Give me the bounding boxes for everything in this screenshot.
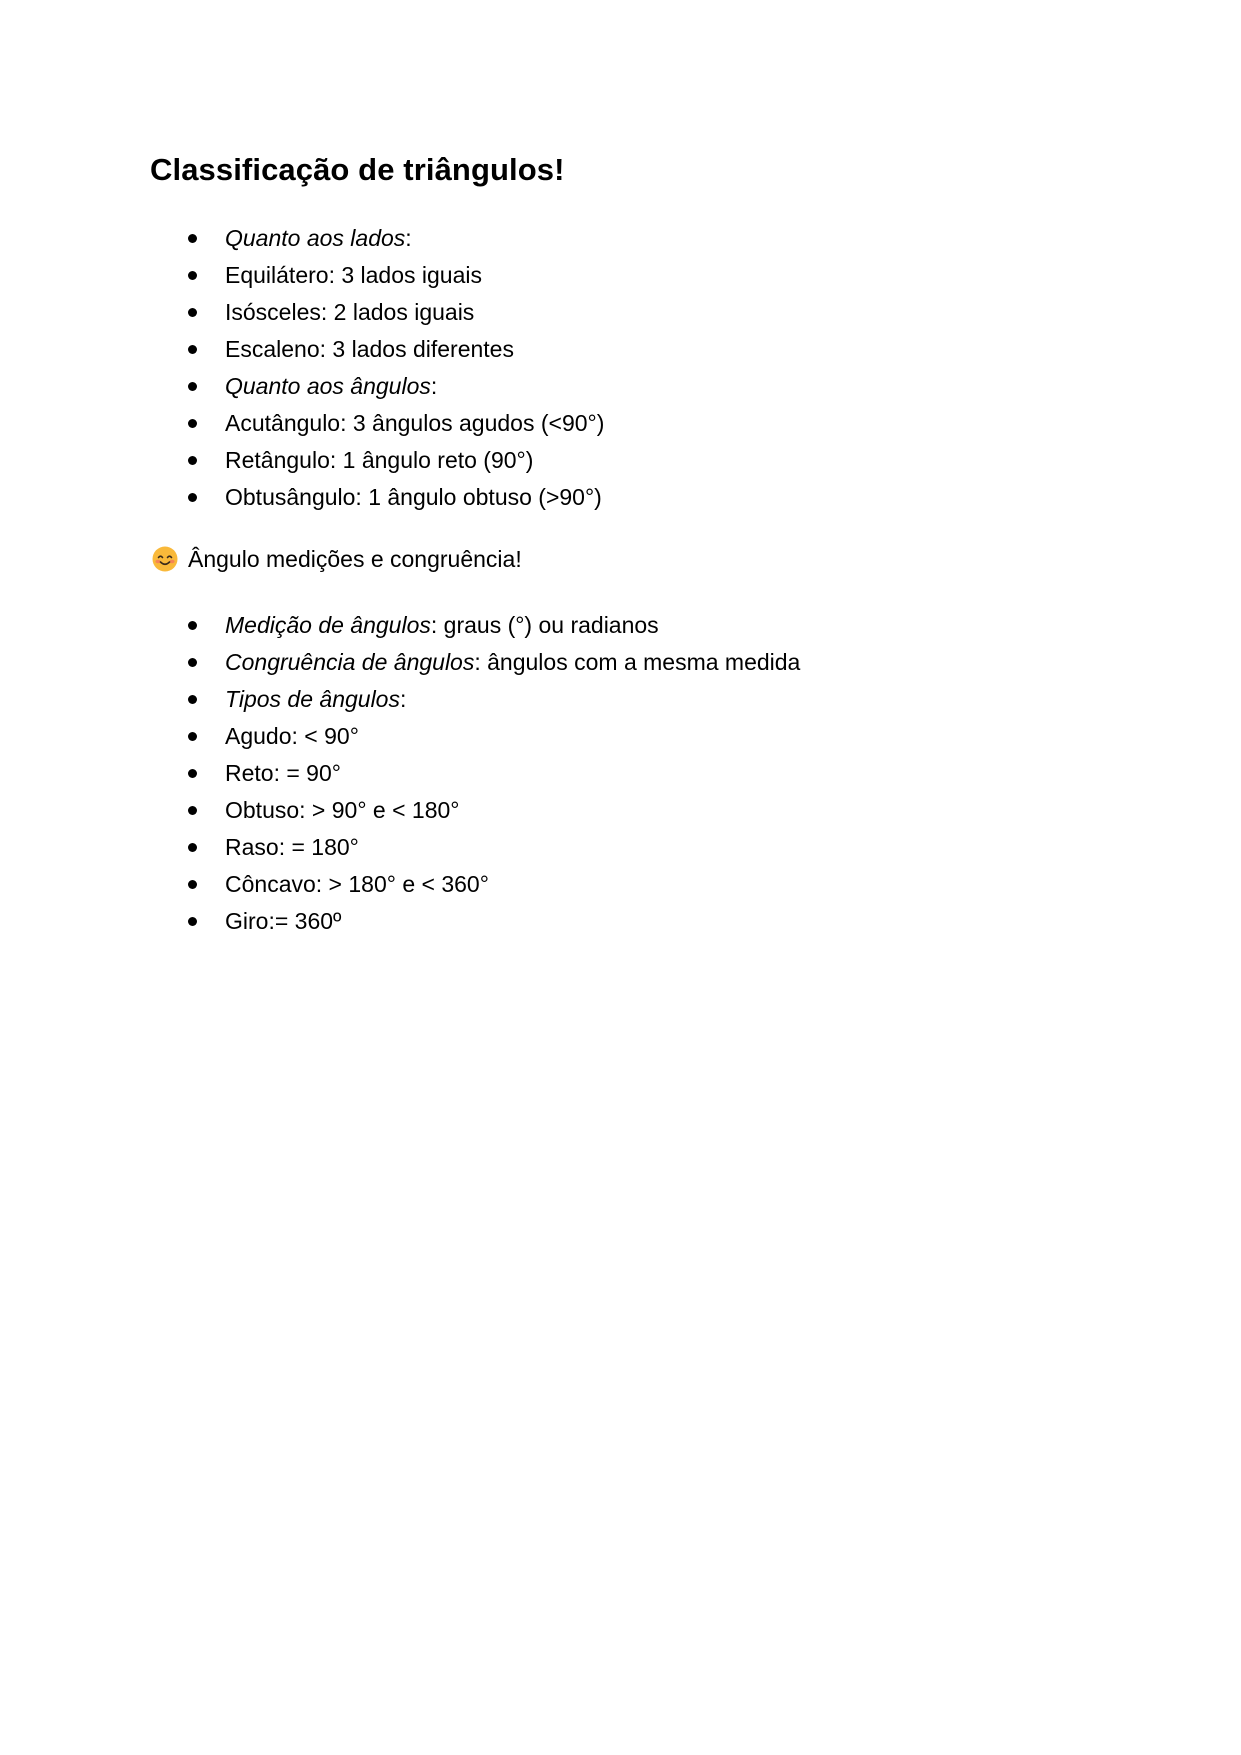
list-item-text: : — [399, 686, 407, 712]
list-item-text: Raso: = 180° — [225, 834, 359, 860]
bullet-icon — [188, 419, 197, 428]
list-item — [188, 607, 800, 644]
bullet-icon — [188, 234, 197, 243]
list-item — [188, 903, 800, 940]
list-item-text: Obtuso: > 90° e < 180° — [225, 797, 460, 823]
bullet-icon — [188, 658, 197, 667]
list-item-emphasis: Quanto aos ângulos — [225, 373, 431, 399]
bullet-icon — [188, 769, 197, 778]
document-title: Classificação de triângulos! — [150, 152, 565, 187]
smiling-face-emoji-icon — [152, 546, 178, 572]
subheading — [152, 542, 522, 576]
list-item-text: Côncavo: > 180° e < 360° — [225, 871, 489, 897]
list-item — [188, 479, 604, 516]
list-item — [188, 405, 604, 442]
list-item — [188, 792, 800, 829]
list-item — [188, 644, 800, 681]
list-item-text: Reto: = 90° — [225, 760, 341, 786]
list-item-text: : — [430, 373, 438, 399]
triangle-classification-list — [188, 220, 604, 516]
list-item-text: : — [405, 225, 412, 251]
bullet-icon — [188, 308, 197, 317]
bullet-icon — [188, 456, 197, 465]
list-item — [188, 294, 604, 331]
list-item-text: Acutângulo: 3 ângulos agudos (<90°) — [225, 410, 605, 436]
list-item-text: Giro:= 360º — [225, 908, 342, 934]
list-item-emphasis: Quanto aos lados — [225, 225, 406, 251]
bullet-icon — [188, 806, 197, 815]
list-item-text: : graus (°) ou radianos — [430, 612, 659, 638]
list-item — [188, 368, 604, 405]
list-item — [188, 718, 800, 755]
list-item — [188, 755, 800, 792]
bullet-icon — [188, 271, 197, 280]
list-item-emphasis: Medição de ângulos — [225, 612, 431, 638]
bullet-icon — [188, 732, 197, 741]
list-item-text: Equilátero: 3 lados iguais — [225, 262, 482, 288]
angle-measurement-list — [188, 607, 800, 940]
list-item-text: Retângulo: 1 ângulo reto (90°) — [225, 447, 534, 473]
list-item-text: Obtusângulo: 1 ângulo obtuso (>90°) — [225, 484, 602, 510]
list-item-text: Agudo: < 90° — [225, 723, 359, 749]
bullet-icon — [188, 493, 197, 502]
list-item-text: : ângulos com a mesma medida — [474, 649, 801, 675]
list-item — [188, 681, 800, 718]
list-item-emphasis: Tipos de ângulos — [225, 686, 400, 712]
list-item — [188, 442, 604, 479]
list-item — [188, 866, 800, 903]
bullet-icon — [188, 843, 197, 852]
list-item — [188, 220, 604, 257]
list-item — [188, 331, 604, 368]
bullet-icon — [188, 382, 197, 391]
list-item-emphasis: Congruência de ângulos — [225, 649, 475, 675]
list-item — [188, 829, 800, 866]
bullet-icon — [188, 695, 197, 704]
list-item-text: Isósceles: 2 lados iguais — [225, 299, 475, 325]
subheading-text: Ângulo medições e congruência! — [188, 546, 522, 572]
bullet-icon — [188, 880, 197, 889]
list-item — [188, 257, 604, 294]
bullet-icon — [188, 345, 197, 354]
bullet-icon — [188, 621, 197, 630]
list-item-text: Escaleno: 3 lados diferentes — [225, 336, 514, 362]
bullet-icon — [188, 917, 197, 926]
